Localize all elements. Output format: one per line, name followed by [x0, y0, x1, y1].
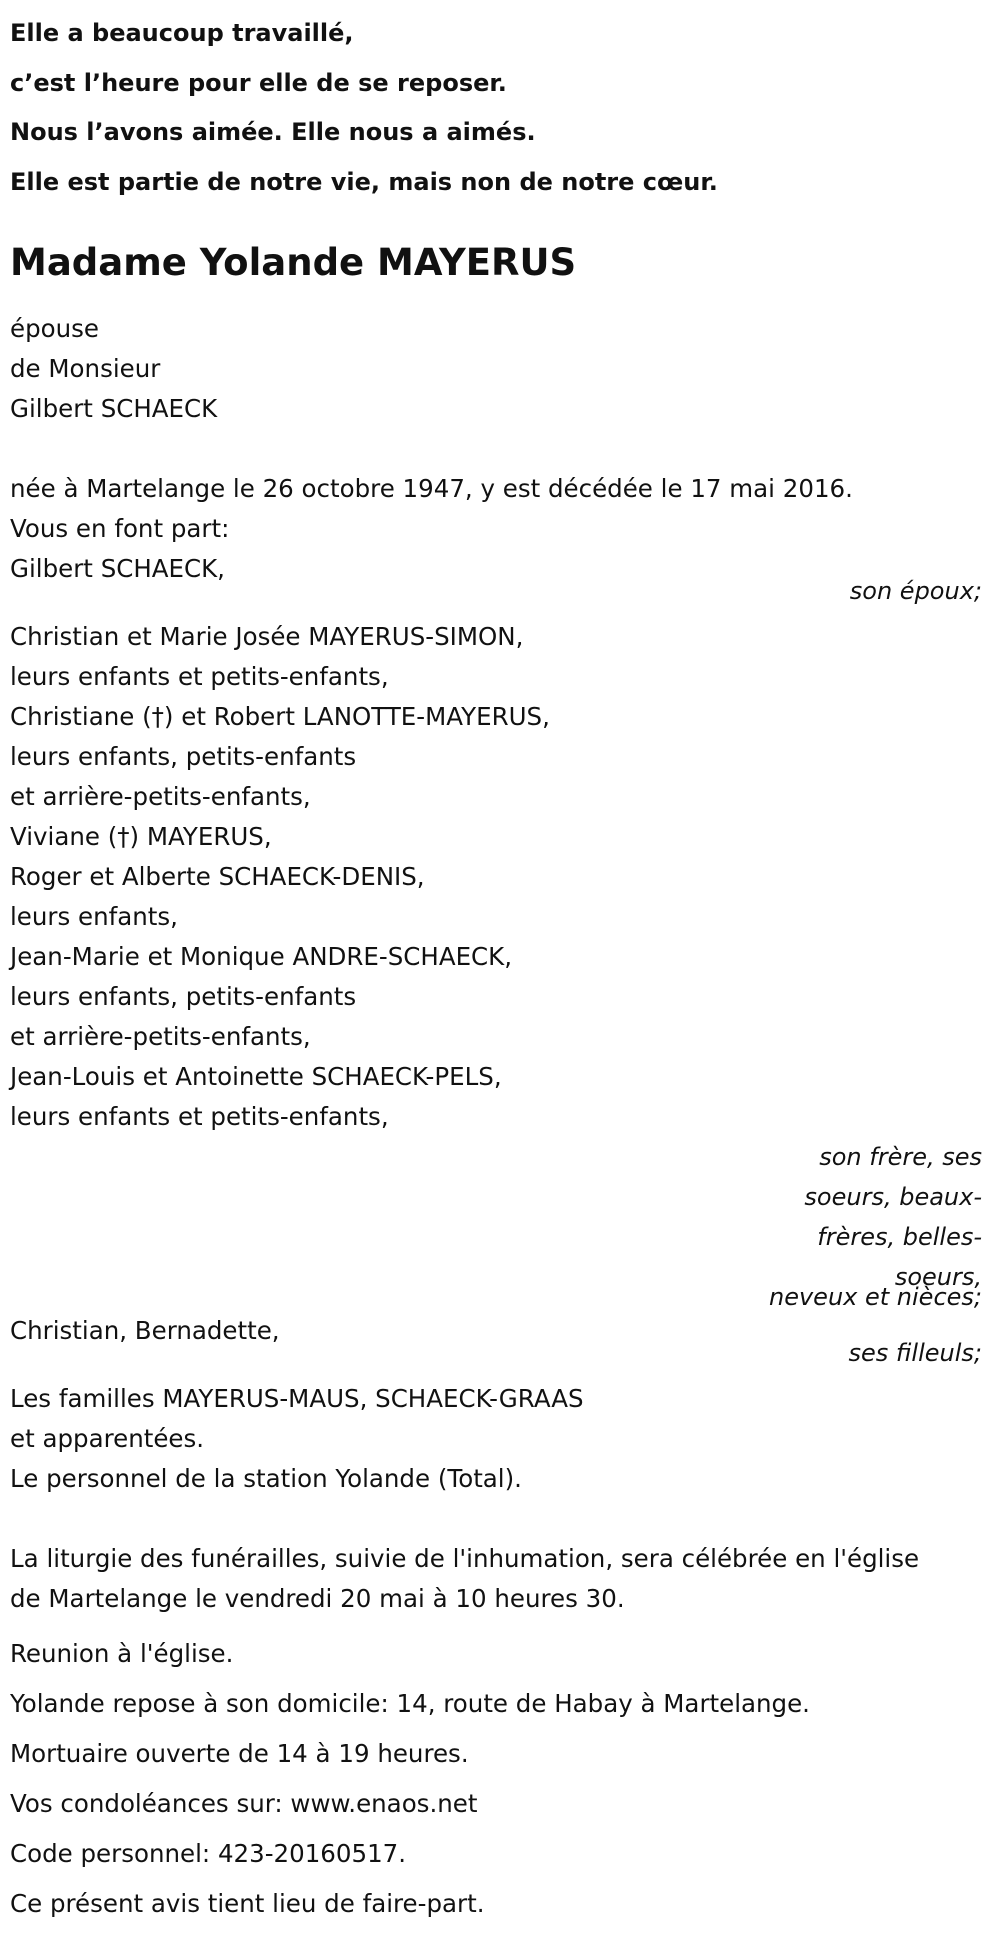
family-group-spouse [10, 549, 990, 607]
liturgy-line: de Martelange le vendredi 20 mai à 10 heures 30. [10, 1584, 625, 1613]
detail-line: Ce présent avis tient lieu de faire-part. [10, 1889, 485, 1918]
poem-line: Nous l’avons aimée. Elle nous a aimés. [10, 118, 536, 146]
relation-label: son époux; [849, 577, 982, 605]
family-line: Jean-Marie et Monique ANDRE-SCHAECK, [10, 942, 513, 971]
families-block [10, 1379, 990, 1499]
family-line: et arrière-petits-enfants, [10, 1022, 311, 1051]
deceased-name: Madame Yolande MAYERUS [10, 241, 577, 284]
family-line: leurs enfants, petits-enfants [10, 742, 357, 771]
family-line: Roger et Alberte SCHAECK-DENIS, [10, 862, 425, 891]
families-line: Le personnel de la station Yolande (Total). [10, 1464, 522, 1493]
poem-line: c’est l’heure pour elle de se reposer. [10, 68, 507, 97]
spouse-line: de Monsieur [10, 354, 161, 383]
detail-line: Code personnel: 423-20160517. [10, 1839, 407, 1868]
family-line: leurs enfants et petits-enfants, [10, 662, 389, 691]
family-line: Gilbert SCHAECK, [10, 554, 225, 583]
relation-label: neveux et nièces; [769, 1283, 982, 1311]
spouse-line: Gilbert SCHAECK [10, 394, 218, 423]
liturgy-block [10, 1539, 990, 1619]
family-line: Christiane (†) et Robert LANOTTE-MAYERUS, [10, 702, 550, 731]
poem [10, 0, 990, 207]
family-line: Christian, Bernadette, [10, 1316, 280, 1345]
announce-text: Vous en font part: [10, 514, 230, 543]
family-line: Viviane (†) MAYERUS, [10, 822, 272, 851]
detail-line: Vos condoléances sur: www.enaos.net [10, 1789, 478, 1818]
relation-label: son frère, ses soeurs, beaux-frères, belles-soeurs, [804, 1143, 982, 1291]
relation-label: ses filleuls; [848, 1339, 982, 1367]
family-line: leurs enfants et petits-enfants, [10, 1102, 389, 1131]
family-group-siblings [10, 617, 990, 1311]
poem-line: Elle a beaucoup travaillé, [10, 19, 354, 47]
families-line: Les familles MAYERUS-MAUS, SCHAECK-GRAAS [10, 1384, 584, 1413]
spouse-line: épouse [10, 314, 99, 343]
family-line: et arrière-petits-enfants, [10, 782, 311, 811]
poem-line: Elle est partie de notre vie, mais non de notre cœur. [10, 167, 718, 196]
family-line: Christian et Marie Josée MAYERUS-SIMON, [10, 622, 524, 651]
family-line: Jean-Louis et Antoinette SCHAECK-PELS, [10, 1062, 502, 1091]
detail-line: Reunion à l'église. [10, 1639, 234, 1668]
spouse-block [10, 309, 990, 429]
family-group-godchildren [10, 1311, 990, 1369]
family-line: leurs enfants, [10, 902, 178, 931]
family-line: leurs enfants, petits-enfants [10, 982, 357, 1011]
families-line: et apparentées. [10, 1424, 205, 1453]
details-block [10, 1629, 990, 1929]
birth-death: née à Martelange le 26 octobre 1947, y est décédée le 17 mai 2016. [10, 474, 853, 503]
liturgy-line: La liturgie des funérailles, suivie de l'inhumation, sera célébrée en l'église [10, 1544, 920, 1573]
detail-line: Mortuaire ouverte de 14 à 19 heures. [10, 1739, 469, 1768]
detail-line: Yolande repose à son domicile: 14, route de Habay à Martelange. [10, 1689, 810, 1718]
